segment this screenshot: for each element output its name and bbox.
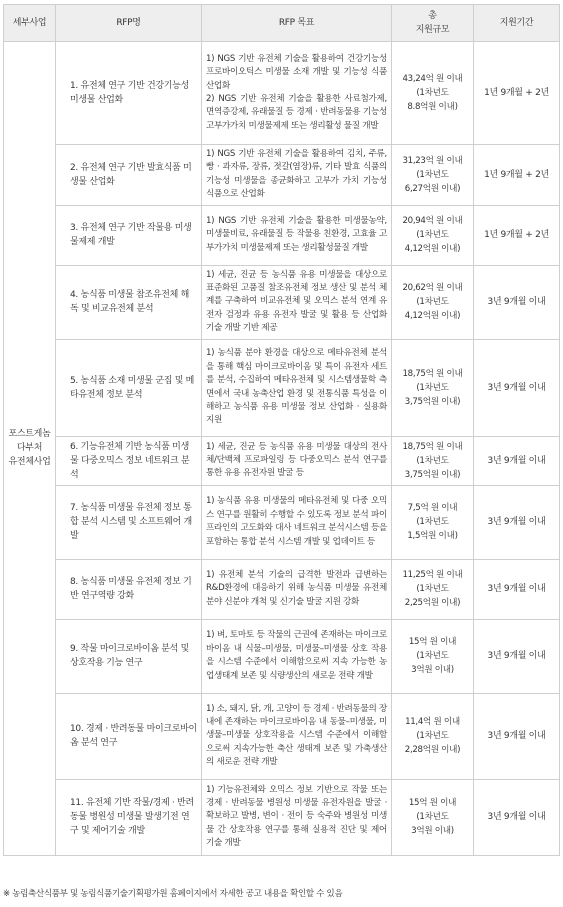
goal-item: 1) NGS 기반 유전체 기술을 활용하여 건강기능성 프로바이오틱스 미생물 소재 개발 및 기능성 식품 산업화 <box>206 53 387 91</box>
amount-first-year: 8.8억원 이내) <box>407 102 458 112</box>
amount-first-year: 2,28억원 이내) <box>404 745 461 756</box>
amount-first-year: 1,5억원 이내) <box>407 531 458 542</box>
table-row <box>4 779 560 855</box>
rfp-name-cell: 5. 농식품 소재 미생물 군집 및 메타유전체 정보 분석 <box>56 339 202 436</box>
rfp-table-container <box>3 4 559 856</box>
goal-item: 1) NGS 기반 유전체 기술을 활용한 미생물농약, 미생물비료, 유래물질 등 작물용 친환경, 고효율 고부가가치 미생물제제 또는 생리활성물질 개발 <box>206 216 387 253</box>
rfp-name-cell: 6. 기능유전체 기반 농식품 미생물 다중오믹스 정보 네트워크 분석 <box>56 436 202 485</box>
amount-cell <box>392 145 474 206</box>
amount-first-year-label: (1차년도 <box>416 455 449 466</box>
rfp-goal-cell <box>202 145 392 206</box>
rfp-goal-cell <box>202 559 392 619</box>
table-header-row <box>4 5 560 42</box>
amount-first-year: 4,12억원 이내) <box>404 244 461 255</box>
table-row <box>4 42 560 145</box>
rfp-goal-cell <box>202 42 392 145</box>
amount-total: 31,23억 원 이내 <box>402 155 463 166</box>
amount-first-year-label: (1차년도 <box>416 584 449 595</box>
table-row <box>4 619 560 693</box>
goal-item: 1) 농식품 유용 미생물의 메타유전체 및 다중 오믹스 연구를 원활히 수행할 수 있도록 정보 분석 파이프라인의 고도화와 대사 네트워크 분석시스템 등을 포함하는 통합 분석 시스템 개발 및 업데이트 등 <box>206 496 387 547</box>
amount-total: 15억 원 이내 <box>408 798 457 809</box>
header-business: 세부사업 <box>4 5 56 42</box>
amount-total: 43,24억 원 이내 <box>402 74 463 84</box>
amount-cell <box>392 559 474 619</box>
rfp-goal-cell <box>202 693 392 779</box>
amount-total: 18,75억 원 이내 <box>402 441 463 452</box>
amount-cell <box>392 339 474 436</box>
amount-first-year: 3억원 이내) <box>411 826 454 837</box>
header-rfp-name: RFP명 <box>56 5 202 42</box>
rfp-name-cell: 2. 유전체 연구 기반 발효식품 미생물 산업화 <box>56 145 202 206</box>
goal-item: 1) 벼, 토마토 등 작물의 근권에 존재하는 마이크로 바이옴 내 식물–미생물, 미생물–미생물 상호 작용을 시스템 수준에서 이해함으로써 지속 가능한 농업생태계 보존 및 식량생산의 새로운 전략 개발 <box>206 630 387 681</box>
amount-first-year: 4,12억원 이내) <box>404 311 461 322</box>
amount-total: 11,4억 원 이내 <box>405 717 460 728</box>
rfp-name-cell: 4. 농식품 미생물 참조유전체 해독 및 비교유전체 분석 <box>56 265 202 339</box>
header-budget-line2: 지원규모 <box>415 25 450 35</box>
amount-total: 20,62억 원 이내 <box>402 283 463 294</box>
rfp-goal-cell <box>202 205 392 265</box>
goal-item: 1) 농식품 분야 환경을 대상으로 메타유전체 분석을 통해 핵심 마이크로바이옴 및 특이 유전자 세트를 분석, 수집하여 메타유전체 및 시스템생물학 측면에서 국내 농축산업 환경 및 전통식품 특성을 이해하고 농식품 유용 미생물 정보 산업화 · 실용화 지원 <box>206 348 387 426</box>
business-line2: 다부처 <box>16 443 43 454</box>
amount-first-year-label: (1차년도 <box>416 230 449 241</box>
amount-first-year-label: (1차년도 <box>416 731 449 742</box>
amount-first-year: 3,75억원 이내) <box>404 469 461 480</box>
table-row <box>4 559 560 619</box>
period-cell: 3년 9개월 이내 <box>474 485 560 559</box>
table-row <box>4 265 560 339</box>
amount-cell <box>392 485 474 559</box>
amount-total: 18,75억 원 이내 <box>402 368 463 379</box>
rfp-name-cell: 11. 유전체 기반 작물/경제 · 반려동물 병원성 미생물 발생기전 연구 및 제어기술 개발 <box>56 779 202 855</box>
rfp-name-cell: 8. 농식품 미생물 유전체 정보 기반 연구역량 강화 <box>56 559 202 619</box>
period-cell: 3년 9개월 이내 <box>474 436 560 485</box>
period-cell: 1년 9개월 + 2년 <box>474 145 560 206</box>
rfp-goal-cell <box>202 436 392 485</box>
goal-item: 1) 세균, 진균 등 농식품 유용 미생물 대상의 전사체/단백체 프로파일링 등 다중오믹스 분석 연구를 통한 유용 유전자원 발굴 등 <box>206 441 387 479</box>
amount-first-year-label: (1차년도 <box>416 169 449 180</box>
goal-item: 1) 기능유전체와 오믹스 정보 기반으로 작물 또는 경제 · 반려동물 병원성 미생물 유전자원을 발굴 · 확보하고 발병, 변이 · 전이 등 숙주와 병원성 미생물 간 상호작용 연구를 통해 실용적 진단 및 제어 기술 개발 <box>206 784 387 849</box>
rfp-goal-cell <box>202 265 392 339</box>
goal-item: 2) NGS 기반 유전체 기술을 활용한 사료첨가제, 면역증강제, 유래물질 등 경제 · 반려동물용 기능성 고부가가치 미생물제제 또는 생리활성 물질 개발 <box>206 94 387 131</box>
footnote: ※ 농림축산식품부 및 농림식품기술기획평가원 홈페이지에서 자세한 공고 내용을 확인할 수 있음 <box>3 889 343 899</box>
amount-total: 20,94억 원 이내 <box>402 216 463 227</box>
goal-item: 1) 유전체 분석 기술의 급격한 발전과 급변하는 R&D환경에 대응하기 위해 농식품 미생물 유전체 분야 신분야 개척 및 신기술 발굴 지원 강화 <box>206 570 387 607</box>
table-row <box>4 693 560 779</box>
amount-cell <box>392 205 474 265</box>
table-row <box>4 485 560 559</box>
period-cell: 3년 9개월 이내 <box>474 559 560 619</box>
business-line3: 유전체사업 <box>8 457 51 468</box>
period-cell: 3년 9개월 이내 <box>474 265 560 339</box>
amount-cell <box>392 619 474 693</box>
period-cell: 3년 9개월 이내 <box>474 339 560 436</box>
period-cell: 3년 9개월 이내 <box>474 619 560 693</box>
header-rfp-goal: RFP 목표 <box>202 5 392 42</box>
header-period: 지원기간 <box>474 5 560 42</box>
amount-total: 15억 원 이내 <box>408 637 457 648</box>
table-row <box>4 339 560 436</box>
amount-total: 11,25억 원 이내 <box>402 570 463 581</box>
goal-item: 1) 세균, 진균 등 농식품 유용 미생물을 대상으로 표준화된 고품질 참조유전체 정보 생산 및 분석 체계를 구축하여 비교유전체 및 오믹스 분석 연계 유전자 검정과 유용 유전자 발굴 및 활용 등 산업화 기술 개발 기반 제공 <box>206 269 387 334</box>
rfp-name-cell: 7. 농식품 미생물 유전체 정보 통합 분석 시스템 및 소프트웨어 개발 <box>56 485 202 559</box>
amount-cell <box>392 779 474 855</box>
amount-cell <box>392 42 474 145</box>
amount-first-year: 3억원 이내) <box>411 665 454 676</box>
header-budget-line1: 총 <box>428 11 437 21</box>
goal-item: 1) 소, 돼지, 닭, 개, 고양이 등 경제 · 반려동물의 장내에 존재하는 마이크로바이옴 내 동물–미생물, 미생물–미생물 상호작용을 시스템 수준에서 이해함으로써 지속가능한 축산 생태계 보존 및 가축생산의 새로운 전략 개발 <box>206 703 387 768</box>
period-cell: 3년 9개월 이내 <box>474 779 560 855</box>
business-cell <box>4 42 56 856</box>
amount-cell <box>392 693 474 779</box>
amount-first-year-label: (1차년도 <box>416 88 449 98</box>
period-cell: 1년 9개월 + 2년 <box>474 42 560 145</box>
period-cell: 3년 9개월 이내 <box>474 693 560 779</box>
amount-first-year: 2,25억원 이내) <box>404 598 461 609</box>
rfp-name-cell: 1. 유전체 연구 기반 건강기능성 미생물 산업화 <box>56 42 202 145</box>
goal-item: 1) NGS 기반 유전체 기술을 활용하여 김치, 주류, 빵 · 과자류, 장류, 젓갈(염장)류, 기타 발효 식품의 기능성 미생물을 종균화하고 고부가 가치 기능성 식품으로 산업화 <box>206 149 387 200</box>
rfp-name-cell: 3. 유전체 연구 기반 작물용 미생물제제 개발 <box>56 205 202 265</box>
amount-first-year-label: (1차년도 <box>416 517 449 528</box>
header-budget <box>392 5 474 42</box>
business-line1: 포스트게놈 <box>8 429 51 440</box>
amount-total: 7,5억 원 이내 <box>407 503 458 514</box>
table-row <box>4 205 560 265</box>
table-row <box>4 145 560 206</box>
rfp-goal-cell <box>202 619 392 693</box>
rfp-table <box>3 4 560 856</box>
table-row <box>4 436 560 485</box>
amount-first-year: 6,27억원 이내) <box>404 183 461 194</box>
rfp-goal-cell <box>202 485 392 559</box>
period-cell: 1년 9개월 + 2년 <box>474 205 560 265</box>
rfp-goal-cell <box>202 339 392 436</box>
amount-first-year-label: (1차년도 <box>416 812 449 823</box>
amount-cell <box>392 265 474 339</box>
amount-cell <box>392 436 474 485</box>
rfp-name-cell: 9. 작물 마이크로바이옴 분석 및 상호작용 기능 연구 <box>56 619 202 693</box>
amount-first-year-label: (1차년도 <box>416 382 449 393</box>
rfp-name-cell: 10. 경제 · 반려동물 마이크로바이옴 분석 연구 <box>56 693 202 779</box>
amount-first-year-label: (1차년도 <box>416 651 449 662</box>
amount-first-year-label: (1차년도 <box>416 297 449 308</box>
amount-first-year: 3,75억원 이내) <box>404 396 461 407</box>
rfp-goal-cell <box>202 779 392 855</box>
